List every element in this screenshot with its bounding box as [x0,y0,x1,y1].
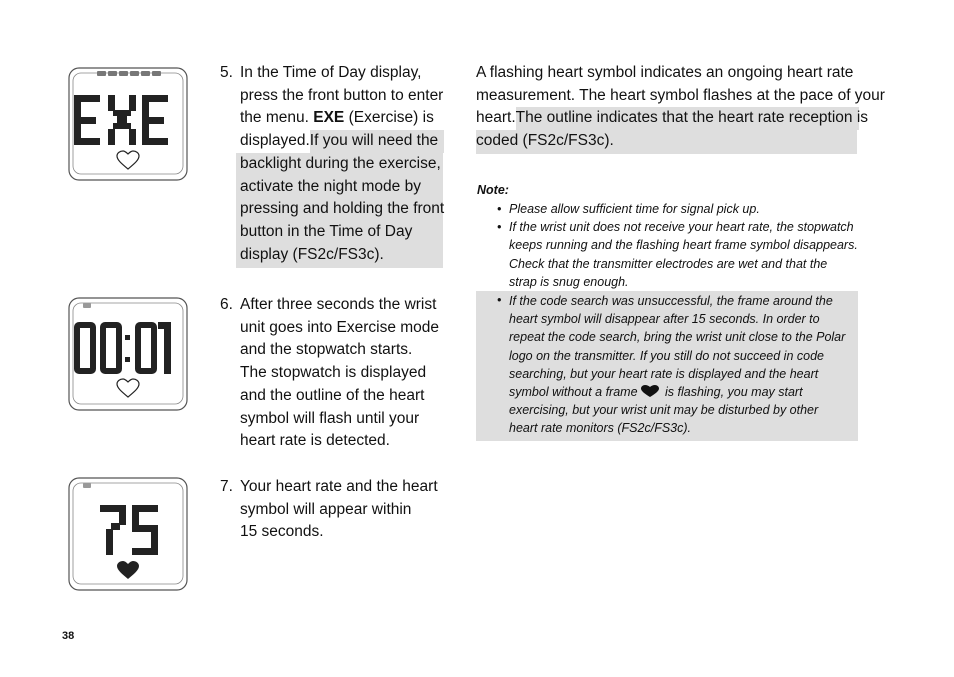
step-text: displayed. [240,132,310,150]
note-line: keeps running and the flashing heart frame symbol disappears. [509,238,858,253]
note-line: If the code search was unsuccessful, the frame around the [509,294,833,309]
step-line: unit goes into Exercise mode [240,318,440,336]
step-line [240,130,443,153]
heart-rate-display [68,477,188,589]
step-text: (Exercise) is [344,109,434,127]
note-line: If the wrist unit does not receive your heart rate, the stopwatch [509,220,854,235]
step-line: heart rate is detected. [240,432,390,450]
step-line: and the stopwatch starts. [240,341,413,359]
note-item [476,291,858,441]
step-line: pressing and holding the front [240,200,445,218]
exe-display-graphic [68,67,188,181]
step-number: 6. [220,296,233,313]
note-line: heart symbol will disappear after 15 seconds. In order to [509,312,820,327]
page-number: 38 [62,630,75,642]
paragraph-line [476,107,869,130]
step-number: 5. [220,64,233,81]
step-line: activate the night mode by [240,177,421,195]
note-item [476,200,858,218]
paragraph-text: heart. [476,109,516,127]
note-line: strap is snug enough. [509,274,629,289]
note-text: is flashing, you may start [661,385,803,400]
bullet: • [497,293,502,308]
step-number: 7. [220,478,233,495]
note-line: Please allow sufficient time for signal pick up. [509,202,760,216]
note-list [476,200,858,441]
bullet: • [497,202,502,216]
note-line: repeat the code search, bring the wrist unit close to the Polar [509,330,846,345]
paragraph-line: A flashing heart symbol indicates an ongoing heart rate [476,64,854,81]
step-body [240,62,443,268]
note-line: exercising, but your wrist unit may be disturbed by other [509,403,819,418]
step-line: The stopwatch is displayed [240,364,427,382]
step-line: display (FS2c/FS3c). [240,245,384,263]
step-line: In the Time of Day display, [240,64,422,81]
step-line: press the front button to enter [240,86,444,104]
step-text: the menu. [240,109,314,127]
step-line: 15 seconds. [240,523,324,541]
step-line: symbol will flash until your [240,409,420,427]
highlighted-text: If you will need the [310,130,444,153]
exe-display [68,67,188,179]
step-line: and the outline of the heart [240,386,425,404]
highlighted-block [236,153,443,269]
exe-label: EXE [313,109,345,127]
note-line: Check that the transmitter electrodes are wet and that the [509,256,828,271]
note-title: Note: [477,183,509,197]
step-line: symbol will appear within [240,500,412,518]
step-body [240,294,439,453]
note-text: symbol without a frame [509,385,638,400]
heart-rate-display-graphic [68,477,188,591]
note-line: searching, but your heart rate is displayed and the heart [509,366,819,381]
note-item [476,218,858,291]
step-body [240,476,438,544]
stopwatch-display [68,297,188,409]
note-line: heart rate monitors (FS2c/FS3c). [509,421,692,436]
bullet: • [497,220,502,235]
step-line [240,107,443,130]
step-line: backlight during the exercise, [240,154,441,172]
note-line [509,383,858,401]
heart-symbol-paragraph [476,62,885,154]
step-line: button in the Time of Day [240,222,413,240]
highlighted-line: coded (FS2c/FS3c). [476,130,857,154]
heart-filled-icon [638,384,662,398]
highlighted-text: The outline indicates that the heart rate reception is [516,107,859,130]
stopwatch-display-graphic [68,297,188,411]
note-line: logo on the transmitter. If you still do not succeed in code [509,348,824,363]
step-line: After three seconds the wrist [240,296,437,313]
paragraph-line: measurement. The heart symbol flashes at the pace of your [476,86,885,104]
step-line: Your heart rate and the heart [240,478,438,495]
